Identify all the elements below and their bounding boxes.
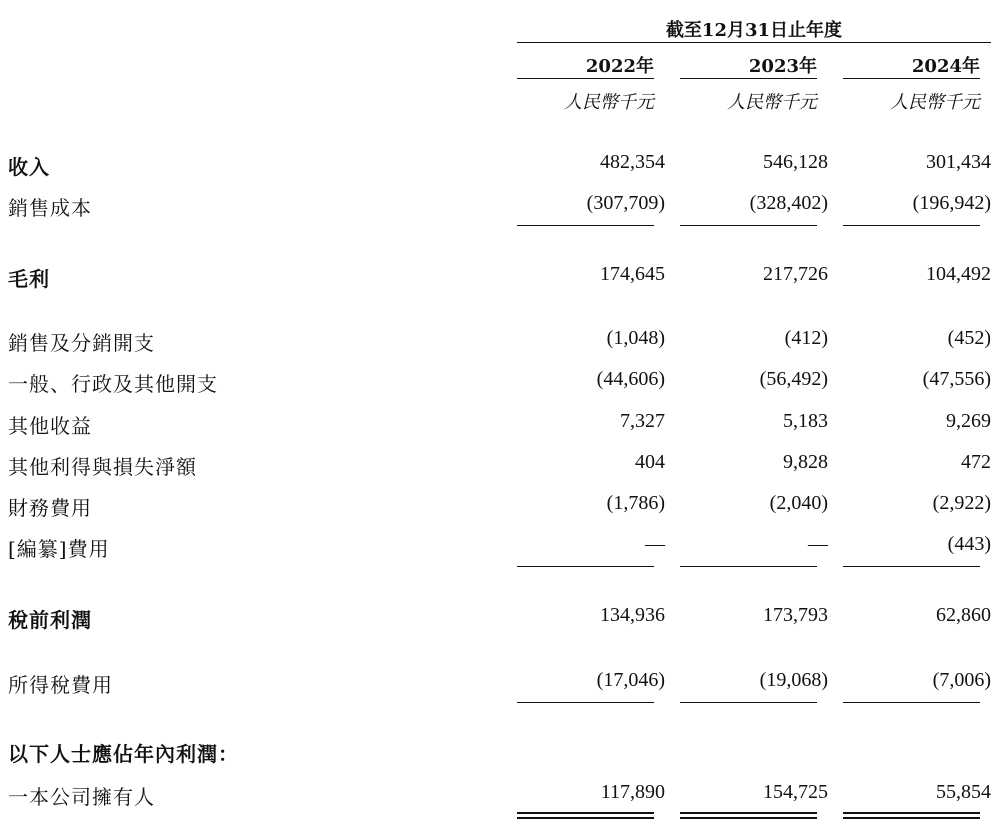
row-label-admin-expenses: 一般、行政及其他開支	[8, 372, 218, 396]
cell-value: 301,434	[926, 151, 991, 173]
row-label-gross-profit: 毛利	[8, 267, 50, 291]
row-label-other-gains-losses: 其他利得與損失淨額	[8, 455, 197, 479]
cell-value: (452)	[947, 327, 991, 349]
cell-value: 546,128	[763, 151, 828, 173]
year-2022-header: 2022年	[585, 56, 654, 77]
subtotal-rule	[843, 566, 980, 567]
cell-value: 217,726	[763, 263, 828, 285]
cell-value: (1,048)	[606, 327, 665, 349]
cell-value: (17,046)	[596, 669, 665, 691]
cell-value: (56,492)	[759, 368, 828, 390]
total-double-rule	[843, 812, 980, 819]
cell-value: 174,645	[600, 263, 665, 285]
cell-value: 9,269	[946, 410, 991, 432]
cell-value: (2,922)	[932, 492, 991, 514]
cell-value: (47,556)	[922, 368, 991, 390]
cell-value: —	[808, 533, 828, 555]
subtotal-rule	[680, 566, 817, 567]
row-label-profit-before-tax: 稅前利潤	[8, 608, 92, 632]
cell-value: 55,854	[936, 781, 991, 803]
row-label-cost-of-sales: 銷售成本	[8, 196, 92, 220]
cell-value: (307,709)	[586, 192, 665, 214]
row-label-income-tax: 所得稅費用	[8, 673, 113, 697]
cell-value: 134,936	[600, 604, 665, 626]
row-label-selling-expenses: 銷售及分銷開支	[8, 331, 155, 355]
period-underline	[517, 42, 991, 43]
year-underline	[517, 78, 654, 79]
cell-value: 117,890	[600, 781, 665, 803]
period-header: 截至12月31日止年度	[665, 20, 843, 41]
cell-value: 104,492	[926, 263, 991, 285]
cell-value: (443)	[947, 533, 991, 555]
total-double-rule	[517, 812, 654, 819]
cell-value: (196,942)	[912, 192, 991, 214]
cell-value: (19,068)	[759, 669, 828, 691]
cell-value: (7,006)	[932, 669, 991, 691]
cell-value: (2,040)	[769, 492, 828, 514]
cell-value: 173,793	[763, 604, 828, 626]
year-underline	[843, 78, 980, 79]
row-label-finance-costs: 財務費用	[8, 496, 92, 520]
cell-value: 154,725	[763, 781, 828, 803]
cell-value: 62,860	[936, 604, 991, 626]
subtotal-rule	[680, 702, 817, 703]
cell-value: 9,828	[783, 451, 828, 473]
subtotal-rule	[843, 702, 980, 703]
subtotal-rule	[517, 225, 654, 226]
subtotal-rule	[517, 702, 654, 703]
subtotal-rule	[843, 225, 980, 226]
cell-value: 7,327	[620, 410, 665, 432]
year-underline	[680, 78, 817, 79]
cell-value: (328,402)	[749, 192, 828, 214]
row-label-revenue: 收入	[8, 155, 50, 179]
cell-value: —	[645, 533, 665, 555]
subtotal-rule	[517, 566, 654, 567]
cell-value: 482,354	[600, 151, 665, 173]
unit-label: 人民幣千元	[890, 92, 980, 113]
total-double-rule	[680, 812, 817, 819]
cell-value: (412)	[784, 327, 828, 349]
row-label-owners-of-company: 一本公司擁有人	[8, 785, 155, 809]
cell-value: 472	[961, 451, 991, 473]
row-label-redacted-expenses: [編纂]費用	[8, 537, 110, 561]
unit-label: 人民幣千元	[564, 92, 654, 113]
year-2023-header: 2023年	[748, 56, 817, 77]
subtotal-rule	[680, 225, 817, 226]
row-label-profit-attributable-heading: 以下人士應佔年內利潤：	[8, 742, 239, 766]
unit-label: 人民幣千元	[727, 92, 817, 113]
cell-value: (44,606)	[596, 368, 665, 390]
row-label-other-income: 其他收益	[8, 414, 92, 438]
cell-value: 5,183	[783, 410, 828, 432]
cell-value: (1,786)	[606, 492, 665, 514]
cell-value: 404	[635, 451, 665, 473]
year-2024-header: 2024年	[911, 56, 980, 77]
